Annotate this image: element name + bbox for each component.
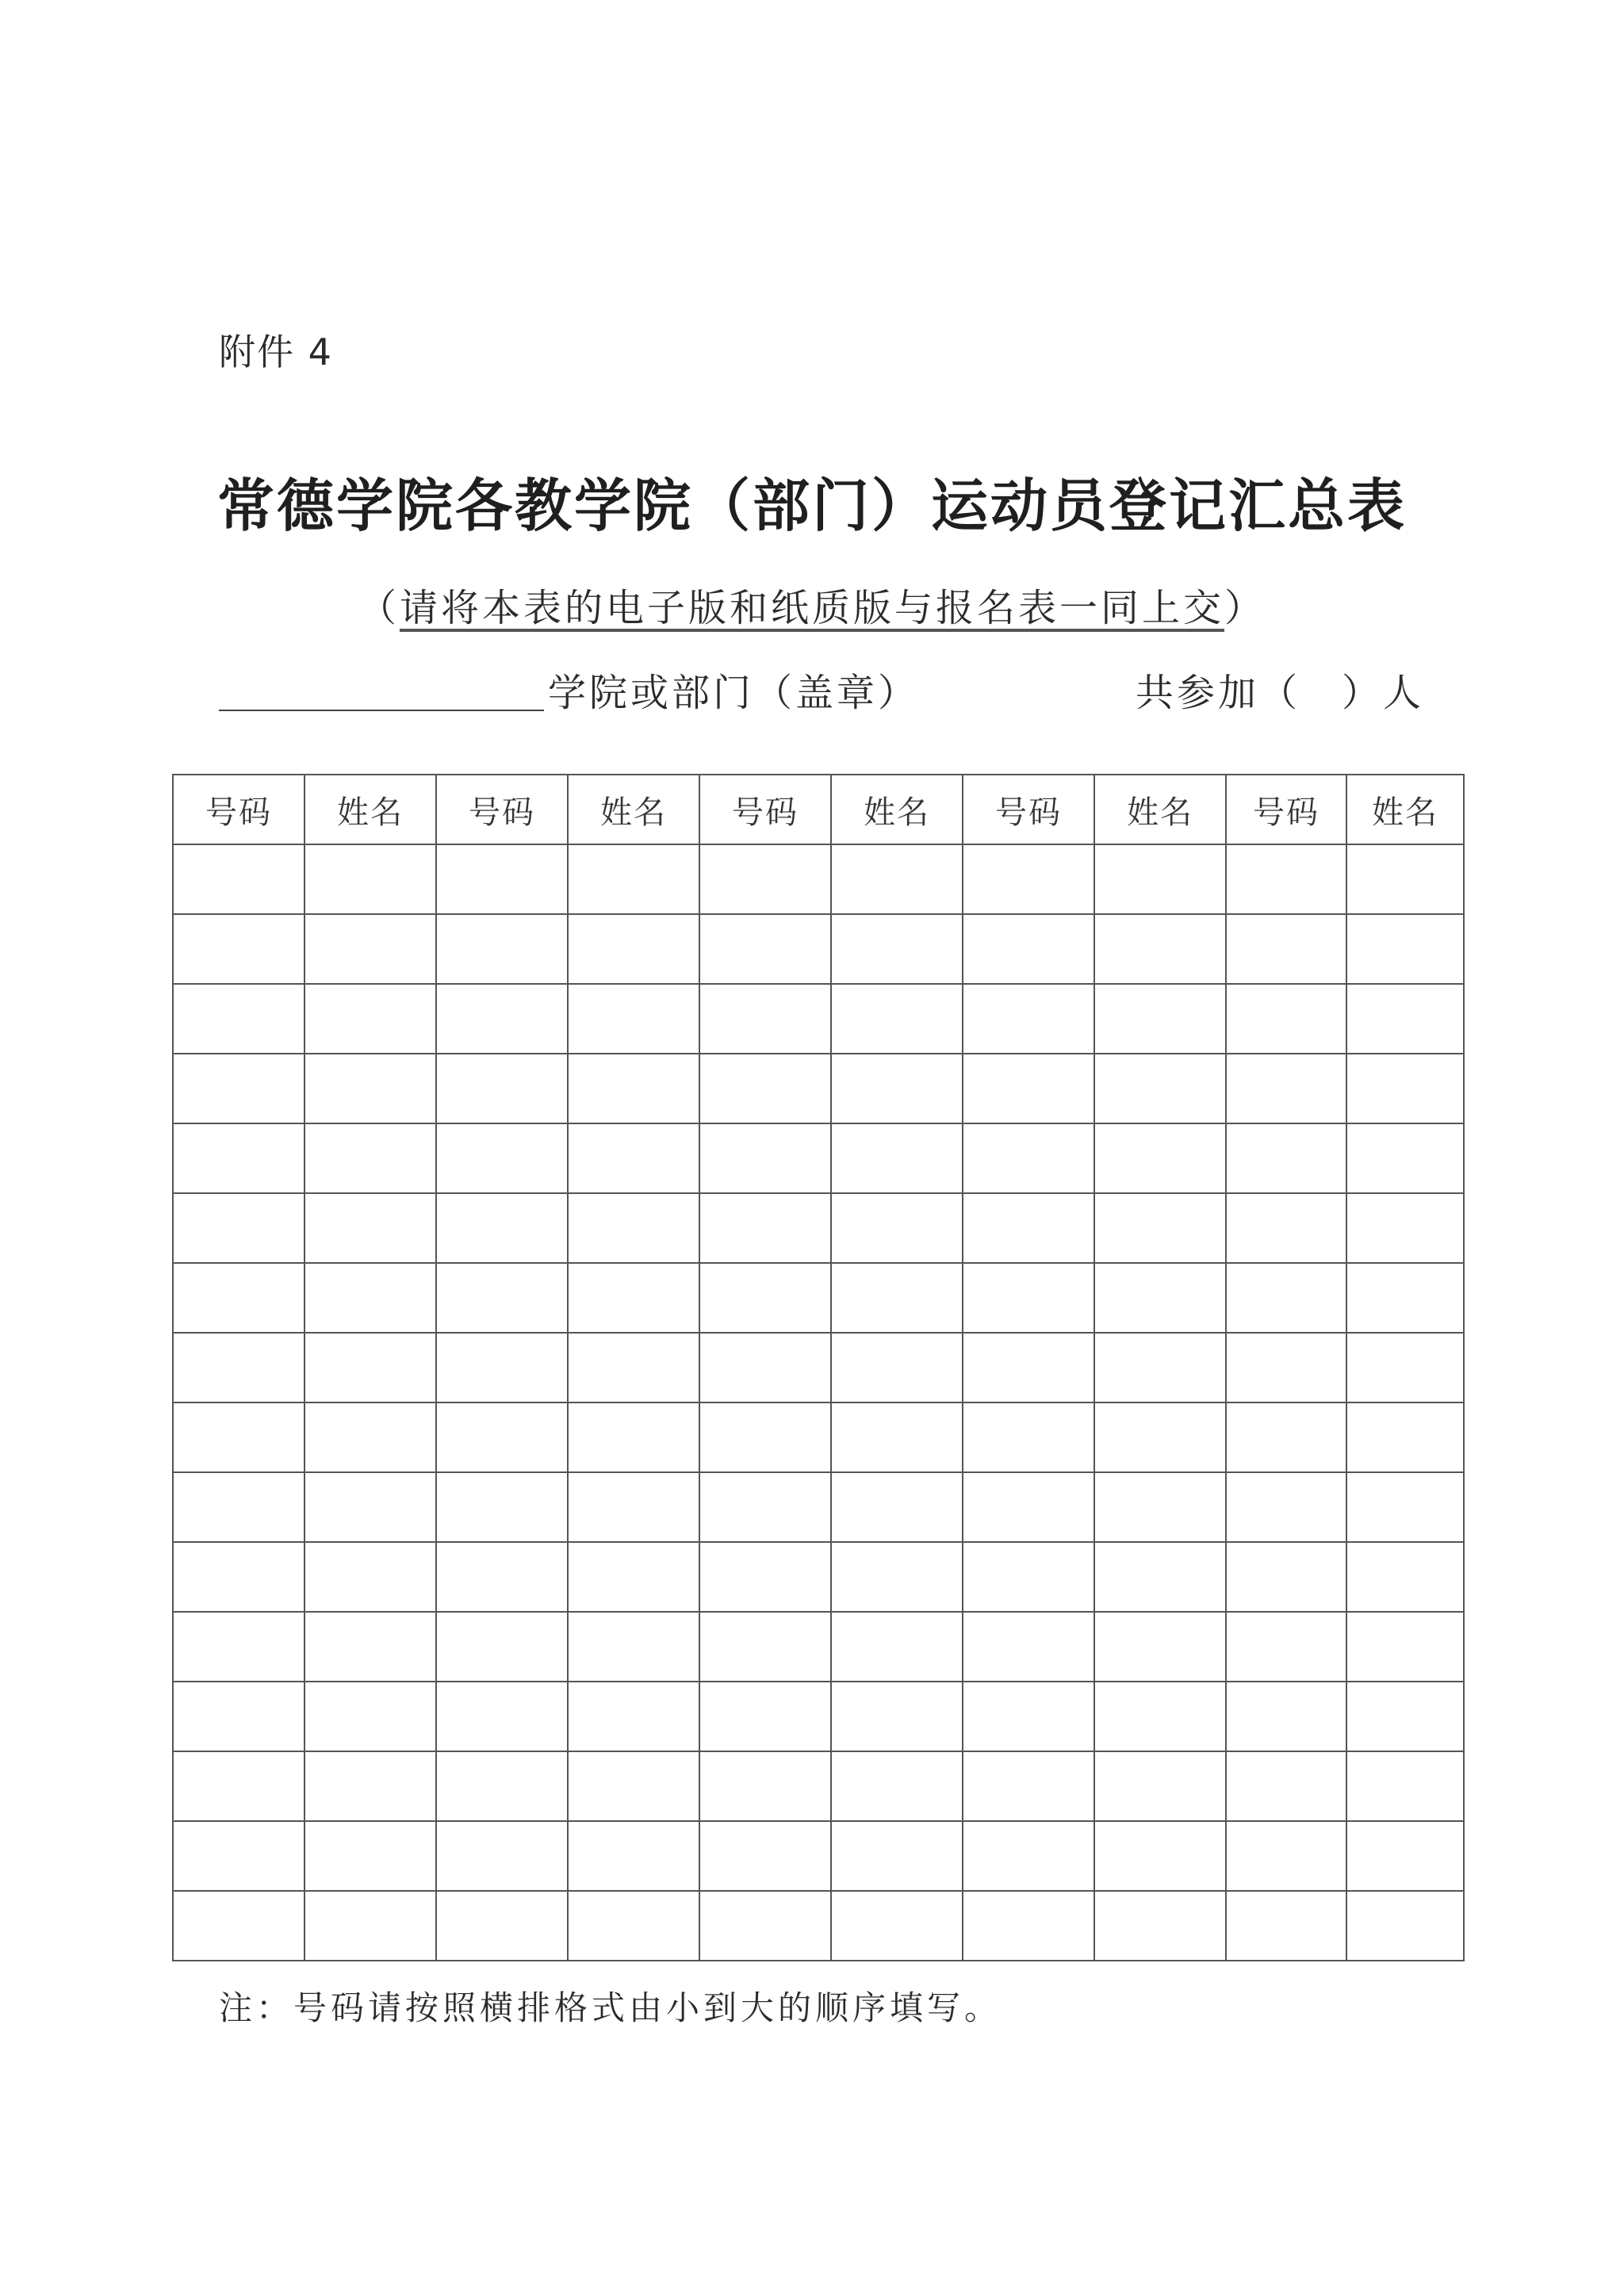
name-cell[interactable] bbox=[568, 984, 699, 1054]
number-cell[interactable] bbox=[699, 1054, 831, 1123]
number-cell[interactable] bbox=[173, 1891, 304, 1961]
number-cell[interactable] bbox=[173, 1682, 304, 1751]
number-cell[interactable] bbox=[173, 1472, 304, 1542]
attachment-label: 附件 4 bbox=[219, 331, 333, 373]
number-cell[interactable] bbox=[699, 1542, 831, 1612]
name-cell[interactable] bbox=[568, 1123, 699, 1193]
name-cell[interactable] bbox=[831, 984, 963, 1054]
name-cell[interactable] bbox=[304, 1682, 436, 1751]
name-cell[interactable] bbox=[1094, 1054, 1226, 1123]
number-cell[interactable] bbox=[436, 914, 568, 984]
table-row bbox=[173, 984, 1464, 1054]
name-cell[interactable] bbox=[568, 1751, 699, 1821]
name-cell[interactable] bbox=[568, 1054, 699, 1123]
number-cell[interactable] bbox=[1226, 1263, 1346, 1333]
number-cell[interactable] bbox=[1226, 1472, 1346, 1542]
header-number: 号码 bbox=[173, 775, 304, 844]
number-cell[interactable] bbox=[1226, 1821, 1346, 1891]
name-cell[interactable] bbox=[568, 1821, 699, 1891]
table-header-row bbox=[173, 775, 1464, 844]
name-cell[interactable] bbox=[304, 1193, 436, 1263]
name-cell[interactable] bbox=[831, 1054, 963, 1123]
table-row bbox=[173, 1402, 1464, 1472]
number-cell[interactable] bbox=[963, 1193, 1094, 1263]
number-cell[interactable] bbox=[699, 1612, 831, 1682]
number-cell[interactable] bbox=[436, 1612, 568, 1682]
name-cell[interactable] bbox=[1094, 1193, 1226, 1263]
name-cell[interactable] bbox=[1346, 1123, 1464, 1193]
name-cell[interactable] bbox=[1094, 914, 1226, 984]
subtitle-text: 请将本表的电子版和纸质版与报名表一同上交 bbox=[399, 586, 1224, 630]
number-cell[interactable] bbox=[699, 1333, 831, 1402]
name-cell[interactable] bbox=[304, 1123, 436, 1193]
name-cell[interactable] bbox=[1346, 1333, 1464, 1402]
table-row bbox=[173, 1263, 1464, 1333]
number-cell[interactable] bbox=[1226, 984, 1346, 1054]
name-cell[interactable] bbox=[1346, 1193, 1464, 1263]
header-number: 号码 bbox=[436, 775, 568, 844]
name-cell[interactable] bbox=[1346, 1263, 1464, 1333]
name-cell[interactable] bbox=[568, 1333, 699, 1402]
name-cell[interactable] bbox=[1094, 844, 1226, 914]
footnote: 注：号码请按照横排格式由小到大的顺序填写。 bbox=[219, 1988, 1002, 2027]
name-cell[interactable] bbox=[1094, 1751, 1226, 1821]
table-row bbox=[173, 1891, 1464, 1961]
participant-count-label: 共参加（ ）人 bbox=[1135, 671, 1424, 715]
number-cell[interactable] bbox=[963, 844, 1094, 914]
number-cell[interactable] bbox=[963, 914, 1094, 984]
name-cell[interactable] bbox=[1346, 1751, 1464, 1821]
number-cell[interactable] bbox=[699, 1402, 831, 1472]
number-cell[interactable] bbox=[699, 914, 831, 984]
athlete-roster-table bbox=[172, 774, 1465, 1961]
name-cell[interactable] bbox=[1094, 1263, 1226, 1333]
number-cell[interactable] bbox=[436, 1891, 568, 1961]
name-cell[interactable] bbox=[831, 844, 963, 914]
name-cell[interactable] bbox=[304, 1054, 436, 1123]
name-cell[interactable] bbox=[568, 1472, 699, 1542]
number-cell[interactable] bbox=[963, 1751, 1094, 1821]
table-row bbox=[173, 1472, 1464, 1542]
department-label: 学院或部门（盖章） bbox=[548, 671, 920, 715]
number-cell[interactable] bbox=[1226, 1193, 1346, 1263]
name-cell[interactable] bbox=[304, 844, 436, 914]
number-cell[interactable] bbox=[436, 1821, 568, 1891]
name-cell[interactable] bbox=[1094, 1891, 1226, 1961]
name-cell[interactable] bbox=[1346, 1054, 1464, 1123]
number-cell[interactable] bbox=[1226, 1054, 1346, 1123]
name-cell[interactable] bbox=[831, 914, 963, 984]
number-cell[interactable] bbox=[1226, 1333, 1346, 1402]
number-cell[interactable] bbox=[436, 1333, 568, 1402]
name-cell[interactable] bbox=[1094, 1123, 1226, 1193]
name-cell[interactable] bbox=[304, 1821, 436, 1891]
name-cell[interactable] bbox=[568, 844, 699, 914]
page-title: 常德学院各教学院（部门）运动员登记汇总表 bbox=[216, 472, 1407, 539]
subtitle bbox=[0, 577, 1624, 632]
name-cell[interactable] bbox=[304, 1333, 436, 1402]
number-cell[interactable] bbox=[1226, 1402, 1346, 1472]
number-cell[interactable] bbox=[699, 1682, 831, 1751]
name-cell[interactable] bbox=[831, 1891, 963, 1961]
name-cell[interactable] bbox=[831, 1123, 963, 1193]
number-cell[interactable] bbox=[173, 1612, 304, 1682]
header-number: 号码 bbox=[963, 775, 1094, 844]
subtitle-close-paren: ） bbox=[1224, 586, 1266, 630]
name-cell[interactable] bbox=[568, 1402, 699, 1472]
name-cell[interactable] bbox=[831, 1263, 963, 1333]
number-cell[interactable] bbox=[699, 984, 831, 1054]
header-number: 号码 bbox=[699, 775, 831, 844]
number-cell[interactable] bbox=[963, 984, 1094, 1054]
name-cell[interactable] bbox=[304, 914, 436, 984]
name-cell[interactable] bbox=[1346, 1821, 1464, 1891]
name-cell[interactable] bbox=[831, 1612, 963, 1682]
number-cell[interactable] bbox=[436, 1542, 568, 1612]
number-cell[interactable] bbox=[1226, 1891, 1346, 1961]
number-cell[interactable] bbox=[699, 1891, 831, 1961]
header-name: 姓名 bbox=[568, 775, 699, 844]
number-cell[interactable] bbox=[1226, 1751, 1346, 1821]
number-cell[interactable] bbox=[173, 1821, 304, 1891]
name-cell[interactable] bbox=[1346, 844, 1464, 914]
department-line bbox=[219, 662, 1424, 718]
number-cell[interactable] bbox=[436, 1472, 568, 1542]
number-cell[interactable] bbox=[699, 844, 831, 914]
number-cell[interactable] bbox=[436, 1751, 568, 1821]
number-cell[interactable] bbox=[173, 984, 304, 1054]
name-cell[interactable] bbox=[1094, 1542, 1226, 1612]
number-cell[interactable] bbox=[173, 1263, 304, 1333]
table-row bbox=[173, 1193, 1464, 1263]
number-cell[interactable] bbox=[963, 1123, 1094, 1193]
name-cell[interactable] bbox=[1094, 1333, 1226, 1402]
number-cell[interactable] bbox=[436, 844, 568, 914]
table-row bbox=[173, 1123, 1464, 1193]
name-cell[interactable] bbox=[304, 1891, 436, 1961]
name-cell[interactable] bbox=[1094, 1821, 1226, 1891]
number-cell[interactable] bbox=[173, 1193, 304, 1263]
number-cell[interactable] bbox=[963, 1402, 1094, 1472]
name-cell[interactable] bbox=[304, 1542, 436, 1612]
name-cell[interactable] bbox=[1094, 1472, 1226, 1542]
number-cell[interactable] bbox=[173, 844, 304, 914]
table-row bbox=[173, 914, 1464, 984]
number-cell[interactable] bbox=[173, 1123, 304, 1193]
table-row bbox=[173, 1542, 1464, 1612]
number-cell[interactable] bbox=[173, 1333, 304, 1402]
header-name: 姓名 bbox=[831, 775, 963, 844]
name-cell[interactable] bbox=[831, 1333, 963, 1402]
number-cell[interactable] bbox=[1226, 844, 1346, 914]
number-cell[interactable] bbox=[436, 1193, 568, 1263]
name-cell[interactable] bbox=[831, 1751, 963, 1821]
name-cell[interactable] bbox=[568, 1542, 699, 1612]
number-cell[interactable] bbox=[436, 1054, 568, 1123]
number-cell[interactable] bbox=[699, 1821, 831, 1891]
name-cell[interactable] bbox=[831, 1472, 963, 1542]
number-cell[interactable] bbox=[1226, 1612, 1346, 1682]
number-cell[interactable] bbox=[963, 1472, 1094, 1542]
table-row bbox=[173, 844, 1464, 914]
number-cell[interactable] bbox=[699, 1263, 831, 1333]
name-cell[interactable] bbox=[1346, 1612, 1464, 1682]
number-cell[interactable] bbox=[699, 1472, 831, 1542]
number-cell[interactable] bbox=[173, 1542, 304, 1612]
header-name: 姓名 bbox=[1094, 775, 1226, 844]
number-cell[interactable] bbox=[963, 1263, 1094, 1333]
number-cell[interactable] bbox=[173, 1402, 304, 1472]
name-cell[interactable] bbox=[568, 1193, 699, 1263]
table-row bbox=[173, 1821, 1464, 1891]
number-cell[interactable] bbox=[963, 1054, 1094, 1123]
name-cell[interactable] bbox=[1346, 1402, 1464, 1472]
name-cell[interactable] bbox=[1094, 1612, 1226, 1682]
header-name: 姓名 bbox=[304, 775, 436, 844]
name-cell[interactable] bbox=[1346, 1472, 1464, 1542]
number-cell[interactable] bbox=[1226, 1542, 1346, 1612]
name-cell[interactable] bbox=[1094, 1682, 1226, 1751]
subtitle-open-paren: （ bbox=[358, 586, 400, 630]
number-cell[interactable] bbox=[173, 1751, 304, 1821]
name-cell[interactable] bbox=[831, 1821, 963, 1891]
name-cell[interactable] bbox=[304, 1402, 436, 1472]
table-row bbox=[173, 1054, 1464, 1123]
number-cell[interactable] bbox=[173, 914, 304, 984]
header-number: 号码 bbox=[1226, 775, 1346, 844]
name-cell[interactable] bbox=[1346, 1682, 1464, 1751]
number-cell[interactable] bbox=[436, 984, 568, 1054]
number-cell[interactable] bbox=[963, 1612, 1094, 1682]
name-cell[interactable] bbox=[304, 1751, 436, 1821]
name-cell[interactable] bbox=[1346, 914, 1464, 984]
table-row bbox=[173, 1682, 1464, 1751]
name-cell[interactable] bbox=[831, 1402, 963, 1472]
number-cell[interactable] bbox=[963, 1891, 1094, 1961]
number-cell[interactable] bbox=[699, 1123, 831, 1193]
number-cell[interactable] bbox=[963, 1333, 1094, 1402]
name-cell[interactable] bbox=[568, 1891, 699, 1961]
table-row bbox=[173, 1751, 1464, 1821]
number-cell[interactable] bbox=[963, 1682, 1094, 1751]
department-blank-field bbox=[219, 710, 544, 711]
number-cell[interactable] bbox=[1226, 914, 1346, 984]
table-row bbox=[173, 1612, 1464, 1682]
name-cell[interactable] bbox=[831, 1542, 963, 1612]
number-cell[interactable] bbox=[436, 1682, 568, 1751]
name-cell[interactable] bbox=[304, 1472, 436, 1542]
number-cell[interactable] bbox=[1226, 1682, 1346, 1751]
number-cell[interactable] bbox=[963, 1542, 1094, 1612]
number-cell[interactable] bbox=[699, 1193, 831, 1263]
table-body bbox=[173, 844, 1464, 1961]
name-cell[interactable] bbox=[304, 1612, 436, 1682]
name-cell[interactable] bbox=[304, 1263, 436, 1333]
name-cell[interactable] bbox=[1094, 1402, 1226, 1472]
name-cell[interactable] bbox=[1346, 1542, 1464, 1612]
number-cell[interactable] bbox=[436, 1123, 568, 1193]
name-cell[interactable] bbox=[1346, 1891, 1464, 1961]
name-cell[interactable] bbox=[568, 1612, 699, 1682]
number-cell[interactable] bbox=[436, 1402, 568, 1472]
name-cell[interactable] bbox=[831, 1682, 963, 1751]
number-cell[interactable] bbox=[1226, 1123, 1346, 1193]
name-cell[interactable] bbox=[568, 1263, 699, 1333]
name-cell[interactable] bbox=[1094, 984, 1226, 1054]
name-cell[interactable] bbox=[568, 914, 699, 984]
name-cell[interactable] bbox=[304, 984, 436, 1054]
number-cell[interactable] bbox=[173, 1054, 304, 1123]
table-row bbox=[173, 1333, 1464, 1402]
number-cell[interactable] bbox=[436, 1263, 568, 1333]
name-cell[interactable] bbox=[831, 1193, 963, 1263]
number-cell[interactable] bbox=[699, 1751, 831, 1821]
name-cell[interactable] bbox=[568, 1682, 699, 1751]
number-cell[interactable] bbox=[963, 1821, 1094, 1891]
header-name: 姓名 bbox=[1346, 775, 1464, 844]
name-cell[interactable] bbox=[1346, 984, 1464, 1054]
